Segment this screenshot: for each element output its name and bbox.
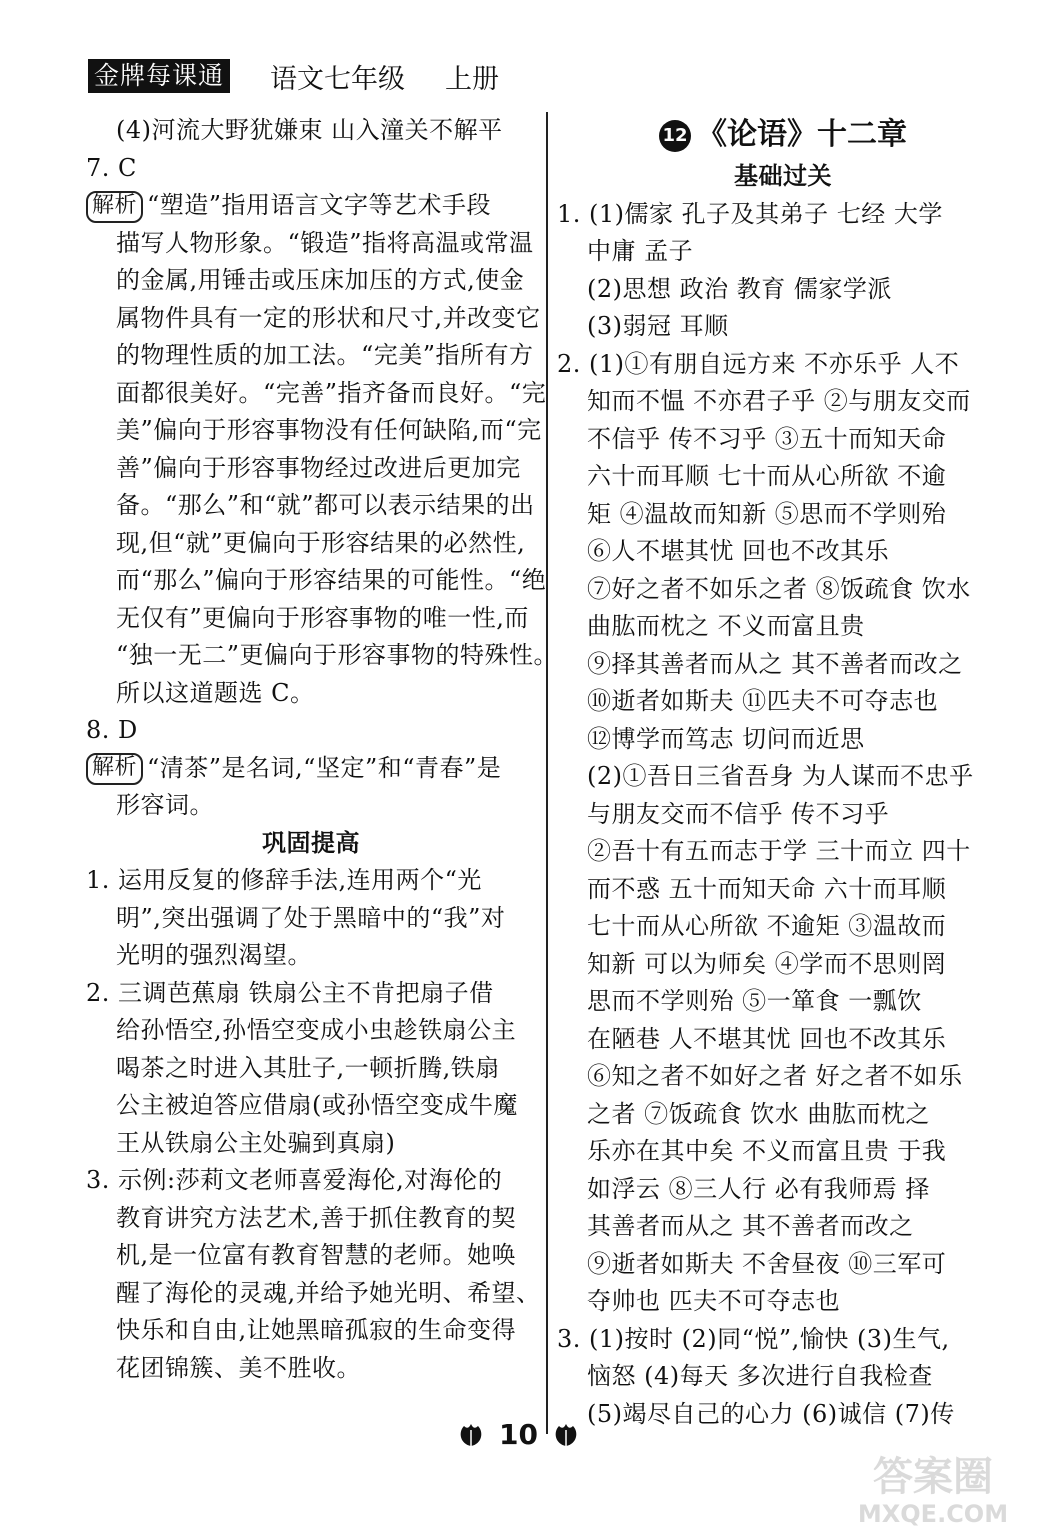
answer-line: 给孙悟空,孙悟空变成小虫趁铁扇公主 [116,1016,517,1044]
analysis-tag: 解析 [86,191,143,223]
answer-line: “独一无二”更偏向于形容事物的特殊性。 [116,641,559,669]
answer-line: (2)思想 政治 教育 儒家学派 [587,274,892,303]
answer-line: 知而不愠 不亦君子乎 ②与朋友交而 [587,387,971,415]
right-column [557,112,1009,1433]
answer-line: 教育讲究方法艺术,善于抓住教育的契 [116,1203,517,1232]
section-heading: 巩固提高 [262,828,360,857]
answer-line: 夺帅也 匹夫不可夺志也 [587,1287,841,1315]
page-number: 10 [499,1418,538,1451]
answer-line: ⑨逝者如斯夫 不舍昼夜 ⑩三军可 [587,1249,947,1278]
answer-line: ⑨择其善者而从之 其不善者而改之 [587,649,963,678]
answer-line: 之者 ⑦饭疏食 饮水 曲肱而枕之 [587,1099,930,1128]
answer-line: 中庸 孟子 [587,237,694,265]
answer-line: ⑫博学而笃志 切问而近思 [587,724,865,753]
answer-line: 如浮云 ⑧三人行 必有我师焉 择 [587,1174,930,1203]
answer-line: (5)竭尽自己的心力 (6)诚信 (7)传 [587,1399,955,1428]
answer-line: 在陋巷 人不堪其忧 回也不改其乐 [587,1024,947,1053]
column-divider [546,112,548,1434]
answer-line: ②吾十有五而志于学 三十而立 四十 [587,837,971,865]
section-heading: 基础过关 [734,162,832,190]
answer-line: ⑩逝者如斯夫 ⑪匹夫不可夺志也 [587,687,939,715]
answer-line: 而不惑 五十而知天命 六十而耳顺 [587,874,947,903]
answer-line: 曲肱而枕之 不义而富且贵 [587,612,865,640]
answer-line: 美”偏向于形容事物没有任何缺陷,而“完 [116,416,542,444]
answer-line: 7. C [86,153,137,182]
chapter-title [557,112,1009,158]
subject-label: 语文七年级 [270,63,406,95]
analysis-tag: 解析 [86,753,143,785]
answer-line: 的物理性质的加工法。“完美”指所有方 [116,341,534,369]
answer-line: 王从铁扇公主处骗到真扇) [116,1128,396,1157]
answer-line: 七十而从心所欲 不逾矩 ③温故而 [587,912,947,940]
answer-line: 所以这道题选 C。 [116,678,315,707]
right-answer-lines [557,196,1009,1434]
answer-line: 花团锦簇、美不胜收。 [116,1353,361,1382]
analysis-line [86,750,536,788]
answer-line: 面都很美好。“完善”指齐备而良好。“完 [116,378,547,407]
answer-line: ⑥人不堪其忧 回也不改其乐 [587,537,890,565]
answer-line: 六十而耳顺 七十而从心所欲 不逾 [587,462,947,490]
answer-line: 形容词。 [116,791,214,819]
answer-line: 无仅有”更偏向于形容事物的唯一性,而 [116,603,529,632]
brand-label: 金牌每课通 [88,59,230,93]
answer-line: 善”偏向于形容事物经过改进后更加完 [116,453,521,482]
answer-line: 属物件具有一定的形状和尺寸,并改变它 [116,303,541,332]
leaf-ornament-icon [551,1422,581,1448]
answer-line: 而“那么”偏向于形容结果的可能性。“绝 [116,566,547,594]
answer-line: 机,是一位富有教育智慧的老师。她唤 [116,1241,517,1269]
answer-line: 备。“那么”和“就”都可以表示结果的出 [116,491,535,519]
answer-line: 1. 运用反复的修辞手法,连用两个“光 [86,866,482,894]
watermark-logo [838,1448,1028,1528]
analysis-text: “塑造”指用语言文字等艺术手段 [147,191,492,219]
answer-line: 明”,突出强调了处于黑暗中的“我”对 [116,903,506,932]
answer-line: 醒了海伦的灵魂,并给予她光明、希望、 [116,1278,541,1307]
answer-line: 8. D [86,716,138,744]
answer-line: 的金属,用锤击或压床加压的方式,使金 [116,266,525,294]
answer-line: 2. 三调芭蕉扇 铁扇公主不肯把扇子借 [86,978,494,1007]
analysis-text: “清茶”是名词,“坚定”和“青春”是 [147,753,502,782]
answer-line: 公主被迫答应借扇(或孙悟空变成牛魔 [116,1091,518,1119]
page-footer [0,1418,1037,1451]
answer-line: 乐亦在其中矣 不义而富且贵 于我 [587,1137,947,1165]
answer-line: 描写人物形象。“锻造”指将高温或常温 [116,228,534,257]
answer-line: 喝茶之时进入其肚子,一顿折腾,铁扇 [116,1053,500,1082]
answer-line: 3. (1)按时 (2)同“悦”,愉快 (3)生气, [557,1324,950,1353]
chapter-title-text: 《论语》十二章 [697,117,907,152]
volume-label: 上册 [445,63,500,95]
watermark-title: 答案圈 [873,1454,993,1500]
answer-line: (2)①吾日三省吾身 为人谋而不忠乎 [587,762,974,790]
answer-line: 恼怒 (4)每天 多次进行自我检查 [587,1362,933,1390]
answer-line: 快乐和自由,让她黑暗孤寂的生命变得 [116,1316,517,1344]
answer-line: 其善者而从之 其不善者而改之 [587,1212,914,1240]
page-header [88,58,499,94]
answer-line: 1. (1)儒家 孔子及其弟子 七经 大学 [557,199,943,228]
analysis-line [86,187,536,225]
answer-line: (3)弱冠 耳顺 [587,312,729,340]
chapter-number-badge: 12 [659,120,691,152]
answer-line: 不信乎 传不习乎 ③五十而知天命 [587,424,947,453]
watermark-url: MXQE.COM [857,1500,1009,1528]
leaf-ornament-icon [456,1422,486,1448]
answer-line: 知新 可以为师矣 ④学而不思则罔 [587,949,947,978]
answer-line: 光明的强烈渴望。 [116,941,312,969]
answer-line: ⑦好之者不如乐之者 ⑧饭疏食 饮水 [587,574,971,603]
answer-line: 与朋友交而不信乎 传不习乎 [587,799,890,828]
answer-line: 2. (1)①有朋自远方来 不亦乐乎 人不 [557,349,960,378]
answer-line: 矩 ④温故而知新 ⑤思而不学则殆 [587,499,947,528]
answer-line: 思而不学则殆 ⑤一箪食 一瓢饮 [587,987,922,1015]
left-column [86,112,559,1387]
answer-line: ⑥知之者不如好之者 好之者不如乐 [587,1062,963,1090]
answer-line: (4)河流大野犹嫌束 山入潼关不解平 [116,116,503,144]
answer-line: 3. 示例:莎莉文老师喜爱海伦,对海伦的 [86,1166,503,1194]
answer-line: 现,但“就”更偏向于形容结果的必然性, [116,528,526,557]
